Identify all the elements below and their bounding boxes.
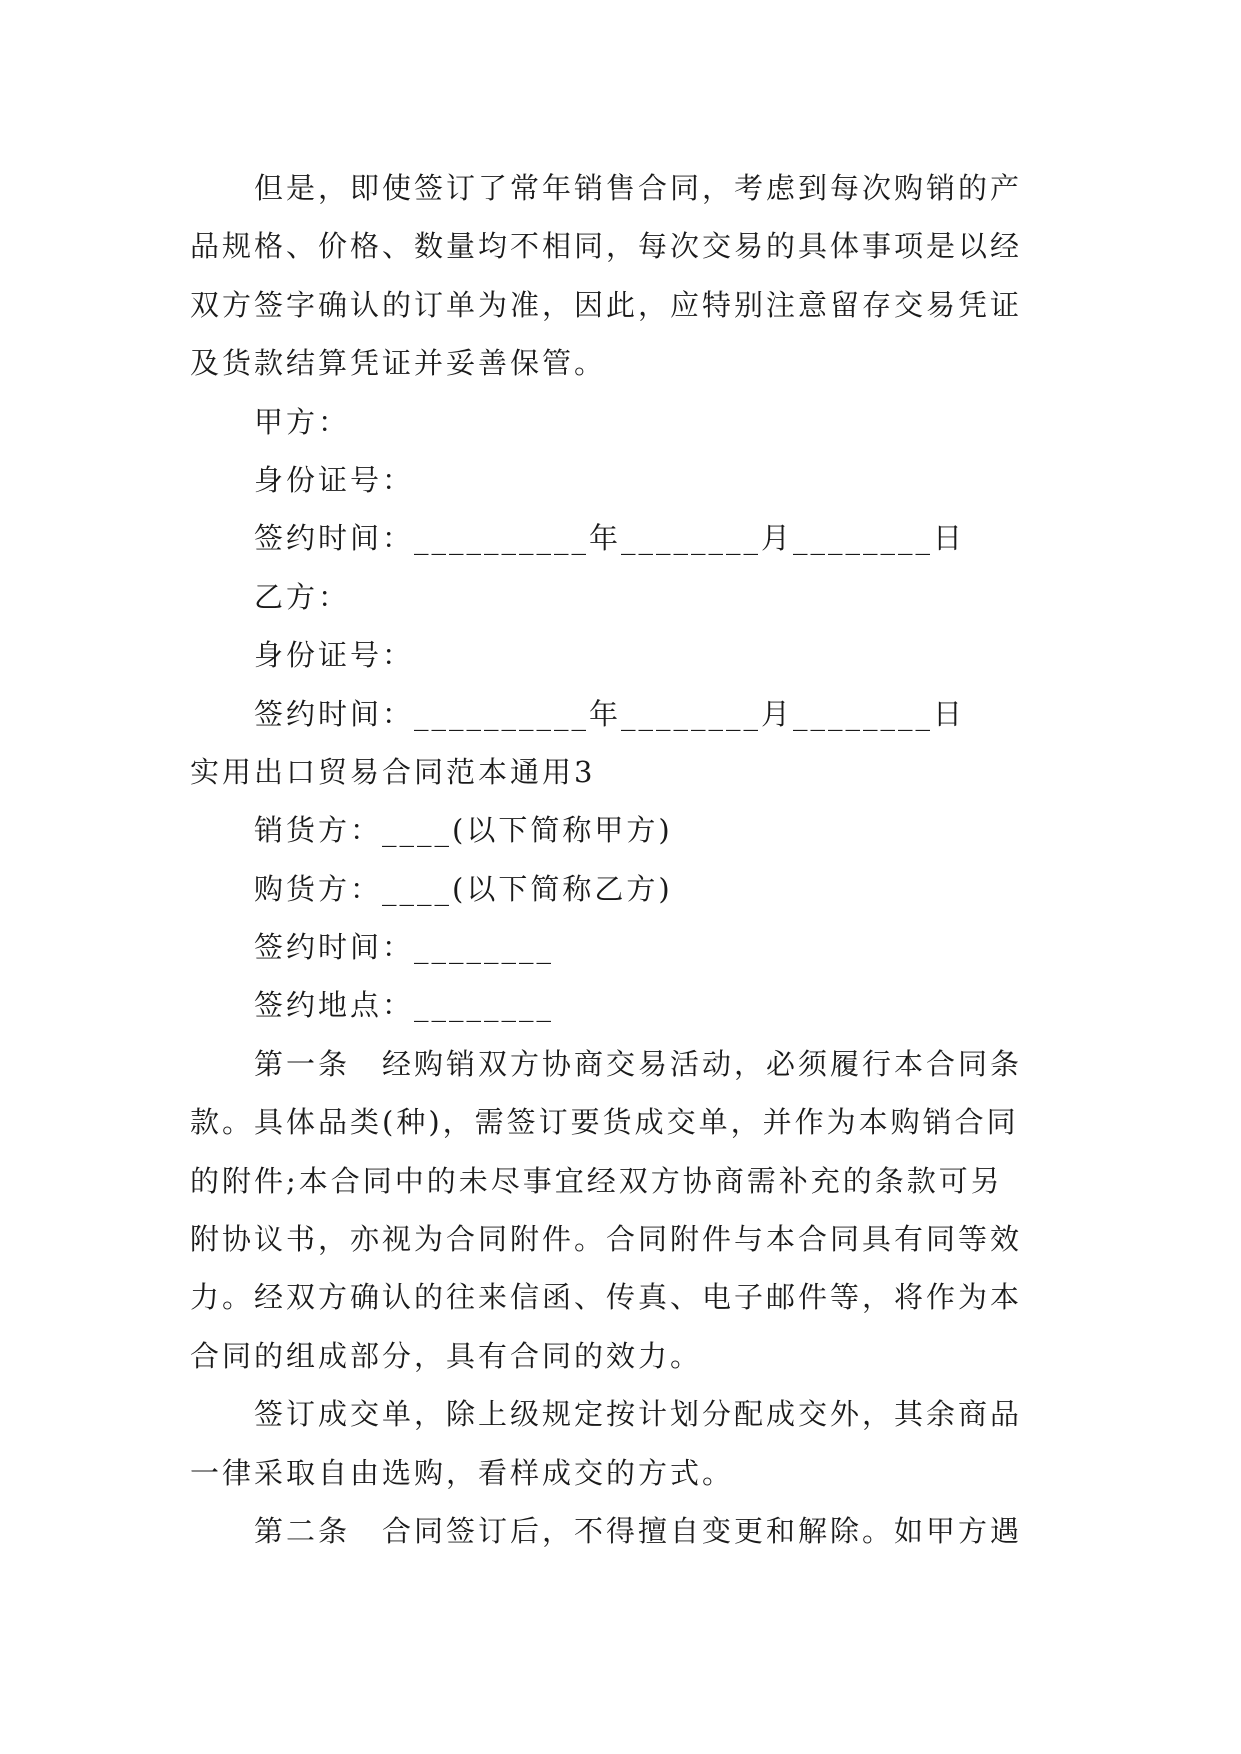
article-1-line: 款。具体品类(种)，需签订要货成交单，并作为本购销合同 (190, 1105, 1019, 1140)
section-title: 实用出口贸易合同范本通用3 (190, 754, 596, 789)
sign-time-line: 签约时间：________ (254, 930, 555, 965)
paragraph-line: 双方签字确认的订单为准，因此，应特别注意留存交易凭证 (190, 287, 1023, 322)
paragraph-line: 及货款结算凭证并妥善保管。 (190, 346, 607, 381)
article-1-line: 第一条 经购销双方协商交易活动，必须履行本合同条 (254, 1046, 1023, 1081)
party-a-sign-date: 签约时间：__________年________月________日 (254, 521, 966, 556)
document-body (190, 159, 1056, 1560)
article-1-line: 力。经双方确认的往来信函、传真、电子邮件等，将作为本 (190, 1280, 1023, 1315)
sign-place-line: 签约地点：________ (254, 988, 555, 1023)
party-b-label: 乙方： (254, 579, 351, 614)
buyer-line: 购货方：____(以下简称乙方) (254, 871, 673, 906)
order-paragraph-line: 一律采取自由选购，看样成交的方式。 (190, 1455, 735, 1490)
order-paragraph-line: 签订成交单，除上级规定按计划分配成交外，其余商品 (254, 1397, 1023, 1432)
party-b-id-field: 身份证号： (254, 638, 415, 673)
party-a-label: 甲方： (254, 404, 351, 439)
party-b-sign-date: 签约时间：__________年________月________日 (254, 696, 966, 731)
seller-line: 销货方：____(以下简称甲方) (254, 813, 673, 848)
article-1-line: 合同的组成部分，具有合同的效力。 (190, 1338, 703, 1373)
article-2-line: 第二条 合同签订后，不得擅自变更和解除。如甲方遇 (254, 1513, 1023, 1548)
paragraph-line: 但是，即使签订了常年销售合同，考虑到每次购销的产 (254, 171, 1023, 205)
article-1-line: 附协议书，亦视为合同附件。合同附件与本合同具有同等效 (190, 1222, 1023, 1257)
article-1-line: 的附件;本合同中的未尽事宜经双方协商需补充的条款可另 (190, 1163, 1003, 1198)
party-a-id-field: 身份证号： (254, 462, 415, 497)
paragraph-line: 品规格、价格、数量均不相同，每次交易的具体事项是以经 (190, 229, 1023, 264)
